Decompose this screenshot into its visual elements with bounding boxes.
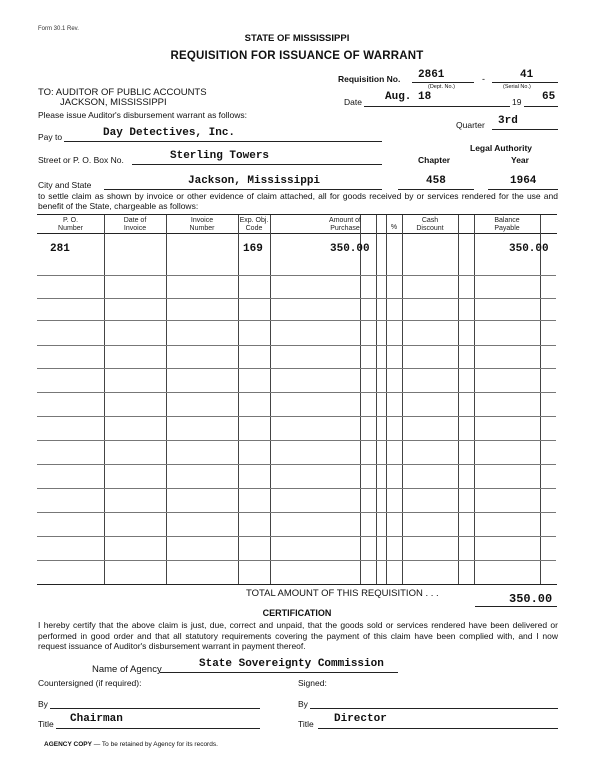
table-row-rule — [37, 345, 556, 346]
col-divider — [540, 215, 541, 585]
requisition-label: Requisition No. — [338, 74, 401, 84]
header-balance: Balance Payable — [494, 217, 520, 232]
table-row-rule — [37, 488, 556, 489]
by-label-left: By — [38, 699, 48, 709]
table-row-rule — [37, 275, 556, 276]
quarter-line — [492, 129, 558, 130]
settle-claim-text: to settle claim as shown by invoice or other evidence of claim attached, all for goods received by or services rendered for the use and benefit of the State, chargeable as follows: — [38, 191, 558, 211]
header-po: P. O. Number — [58, 217, 83, 232]
serial-no-caption: (Serial No.) — [503, 84, 531, 90]
col-divider — [402, 215, 403, 585]
title-value-right: Director — [334, 713, 387, 725]
agency-value: State Sovereignty Commission — [199, 658, 384, 670]
addressee-line1: TO: AUDITOR OF PUBLIC ACCOUNTS — [38, 87, 207, 98]
col-divider — [104, 215, 105, 585]
dash-separator: - — [482, 74, 485, 84]
state-heading: STATE OF MISSISSIPPI — [244, 33, 350, 44]
dept-no-caption: (Dept. No.) — [428, 84, 455, 90]
street-value: Sterling Towers — [170, 150, 270, 162]
header-amount: Amount of Purchase — [329, 217, 361, 232]
instruction-text: Please issue Auditor's disbursement warrant as follows: — [38, 110, 248, 120]
header-date-invoice: Date of Invoice — [123, 217, 147, 232]
table-row-rule — [37, 464, 556, 465]
table-row-rule — [37, 440, 556, 441]
header-cash-discount: Cash Discount — [416, 217, 444, 232]
col-divider — [386, 215, 387, 585]
form-number: Form 30.1 Rev. — [38, 26, 79, 32]
date-value: Aug. 18 — [385, 91, 432, 103]
table-row-rule — [37, 298, 556, 299]
table-row-rule — [37, 416, 556, 417]
by-line-right — [310, 708, 558, 709]
table-row-rule — [37, 368, 556, 369]
city-value: Jackson, Mississippi — [188, 175, 321, 187]
title-label-right: Title — [298, 719, 314, 729]
legal-year-label: Year — [511, 155, 529, 165]
table-row-rule — [37, 512, 556, 513]
col-divider — [270, 215, 271, 585]
year-value: 65 — [542, 91, 556, 103]
serial-number-line — [492, 82, 558, 83]
footer-note: AGENCY COPY — To be retained by Agency for its records. — [44, 741, 218, 748]
row-balance: 350.00 — [509, 243, 549, 255]
street-label: Street or P. O. Box No. — [38, 155, 124, 165]
title-value-left: Chairman — [70, 713, 123, 725]
city-label: City and State — [38, 180, 92, 190]
legal-year-value: 1964 — [510, 175, 537, 187]
addressee-line2: JACKSON, MISSISSIPPI — [60, 97, 167, 108]
signed-label: Signed: — [298, 678, 327, 688]
pay-to-label: Pay to — [38, 132, 63, 142]
table-row-rule — [37, 320, 556, 321]
total-line — [475, 606, 557, 607]
header-pct: % — [390, 224, 398, 231]
row-po: 281 — [50, 243, 70, 255]
row-exp-obj: 169 — [243, 243, 263, 255]
chapter-line — [398, 189, 474, 190]
col-divider — [458, 215, 459, 585]
by-line-left — [50, 708, 260, 709]
title-label-left: Title — [38, 719, 54, 729]
col-divider — [360, 215, 361, 585]
table-header-rule — [37, 233, 557, 234]
table-row-rule — [37, 560, 556, 561]
certification-heading: CERTIFICATION — [262, 608, 332, 618]
year-line — [524, 106, 558, 107]
table-top-rule — [37, 214, 557, 215]
legal-authority-heading: Legal Authority — [470, 143, 533, 153]
agency-line — [160, 672, 398, 673]
date-label: Date — [344, 97, 362, 107]
chapter-value: 458 — [426, 175, 446, 187]
col-divider — [238, 215, 239, 585]
quarter-label: Quarter — [456, 120, 485, 130]
col-divider — [166, 215, 167, 585]
col-divider — [376, 215, 377, 585]
row-amount: 350.00 — [330, 243, 370, 255]
table-row-rule — [37, 536, 556, 537]
title-line-left — [56, 728, 260, 729]
city-line — [104, 189, 382, 190]
serial-number: 41 — [520, 69, 534, 81]
year-prefix: 19 — [512, 97, 522, 107]
street-line — [132, 164, 382, 165]
title-line-right — [318, 728, 558, 729]
form-title: REQUISITION FOR ISSUANCE OF WARRANT — [170, 50, 424, 62]
pay-to-line — [64, 141, 382, 142]
header-invoice-number: Invoice Number — [189, 217, 215, 232]
chapter-label: Chapter — [418, 155, 451, 165]
col-divider — [474, 215, 475, 585]
legal-year-line — [488, 189, 558, 190]
date-line — [364, 106, 510, 107]
dept-number: 2861 — [418, 69, 445, 81]
table-row-rule — [37, 392, 556, 393]
certification-text: I hereby certify that the above claim is just, due, correct and unpaid, that the goods sold or services rendered have been delivered or performed in good order and that all statutory requirements covering the payment of this claim have been complied with, and I now request issuance of Auditor's disbursement warrant in payment thereof. — [38, 620, 558, 651]
countersigned-label: Countersigned (if required): — [38, 678, 142, 688]
agency-label: Name of Agency — [92, 664, 162, 675]
total-label: TOTAL AMOUNT OF THIS REQUISITION . . . — [246, 588, 439, 599]
by-label-right: By — [298, 699, 308, 709]
pay-to-value: Day Detectives, Inc. — [103, 127, 236, 139]
header-exp-obj: Exp. Obj. Code — [239, 217, 269, 232]
dept-number-line — [412, 82, 474, 83]
table-bottom-rule — [37, 584, 557, 585]
total-value: 350.00 — [509, 592, 553, 606]
quarter-value: 3rd — [498, 115, 518, 127]
